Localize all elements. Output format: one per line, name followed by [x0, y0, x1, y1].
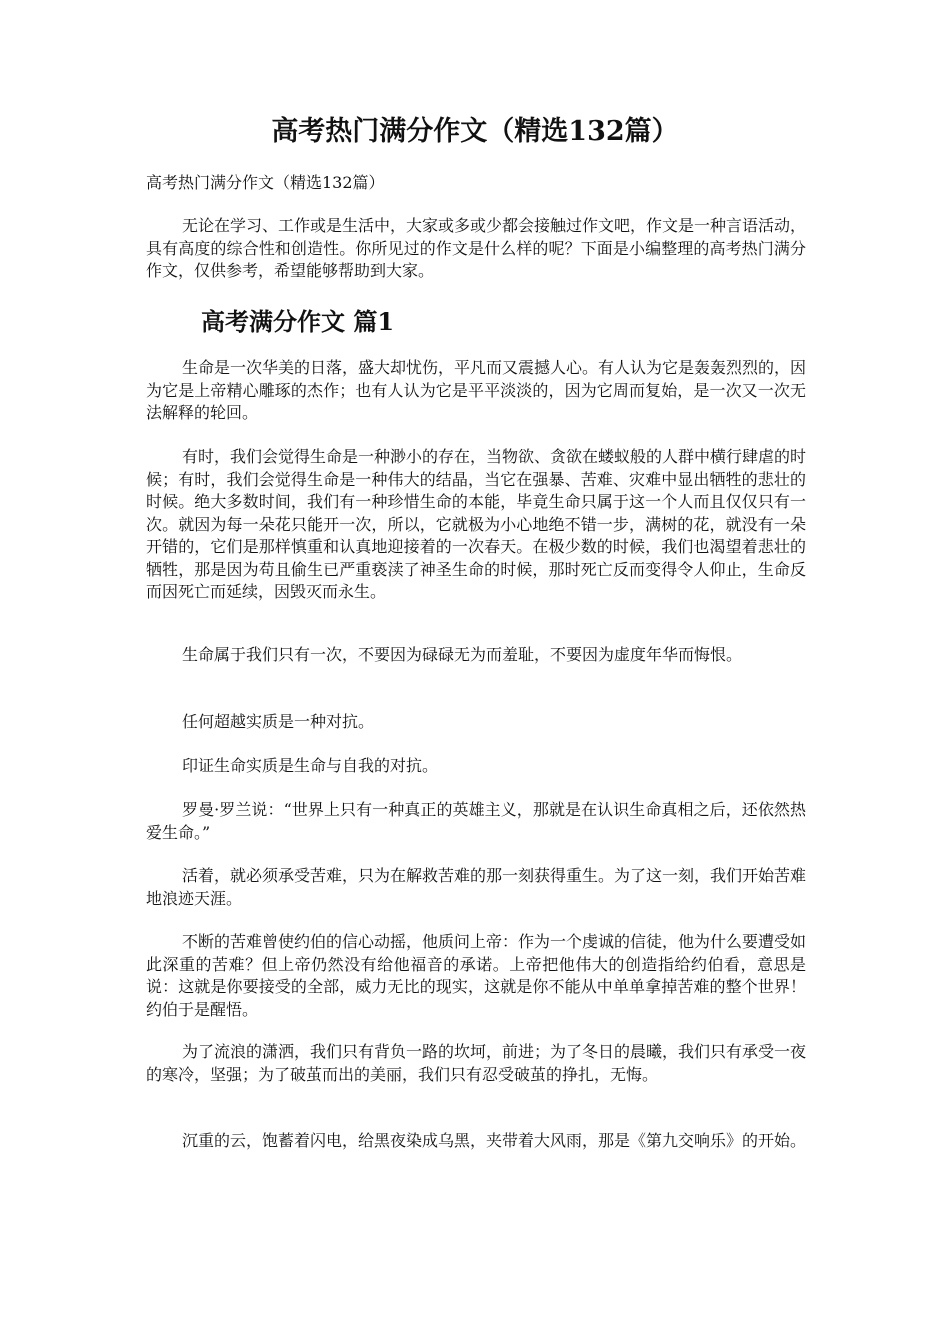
- document-subtitle: 高考热门满分作文（精选132篇）: [146, 173, 385, 192]
- section-heading: 高考满分作文 篇1: [201, 307, 395, 336]
- body-paragraph: 不断的苦难曾使约伯的信心动摇，他质问上帝：作为一个虔诚的信徒，他为什么要遭受如此深重的苦难？但上帝仍然没有给他福音的承诺。上帝把他伟大的创造指给约伯看，意思是说：这就是你要接受的全部，威力无比的现实，这就是你不能从中单单拿掉苦难的整个世界！约伯于是醒悟。: [146, 932, 807, 1019]
- body-paragraph: 活着，就必须承受苦难，只为在解救苦难的那一刻获得重生。为了这一刻，我们开始苦难地浪迹天涯。: [146, 866, 807, 908]
- body-paragraph: 有时，我们会觉得生命是一种渺小的存在，当物欲、贪欲在蝼蚁般的人群中横行肆虐的时候；有时，我们会觉得生命是一种伟大的结晶，当它在强暴、苦难、灾难中显出牺牲的悲壮的时候。绝大多数时间，我们有一种珍惜生命的本能，毕竟生命只属于这一个人而且仅仅只有一次。就因为每一朵花只能开一次，所以，它就极为小心地绝不错一步，满树的花，就没有一朵开错的，它们是那样慎重和认真地迎接着的一次春天。在极少数的时候，我们也渴望着悲壮的牺牲，那是因为苟且偷生已严重亵渎了神圣生命的时候，那时死亡反而变得令人仰止，生命反而因死亡而延续，因毁灭而永生。: [146, 447, 807, 601]
- body-paragraph: 沉重的云，饱蓄着闪电，给黑夜染成乌黑，夹带着大风雨，那是《第九交响乐》的开始。: [182, 1131, 807, 1150]
- body-paragraph: 生命属于我们只有一次，不要因为碌碌无为而羞耻，不要因为虚度年华而悔恨。: [182, 645, 743, 664]
- body-paragraph: 罗曼·罗兰说：“世界上只有一种真正的英雄主义，那就是在认识生命真相之后，还依然热爱生命。”: [146, 800, 806, 842]
- intro-paragraph: 无论在学习、工作或是生活中，大家或多或少都会接触过作文吧，作文是一种言语活动，具有高度的综合性和创造性。你所见过的作文是什么样的呢？下面是小编整理的高考热门满分作文，仅供参考，希望能够帮助到大家。: [146, 216, 807, 280]
- body-paragraph: 印证生命实质是生命与自我的对抗。: [182, 756, 439, 775]
- body-paragraph: 为了流浪的潇洒，我们只有背负一路的坎坷，前进；为了冬日的晨曦，我们只有承受一夜的寒冷，坚强；为了破茧而出的美丽，我们只有忍受破茧的挣扎，无悔。: [146, 1042, 807, 1084]
- body-paragraph: 生命是一次华美的日落，盛大却忧伤，平凡而又震撼人心。有人认为它是轰轰烈烈的，因为它是上帝精心雕琢的杰作；也有人认为它是平平淡淡的，因为它周而复始，是一次又一次无法解释的轮回。: [146, 358, 807, 422]
- body-paragraph: 任何超越实质是一种对抗。: [182, 712, 375, 731]
- document-title: 高考热门满分作文（精选132篇）: [271, 116, 679, 147]
